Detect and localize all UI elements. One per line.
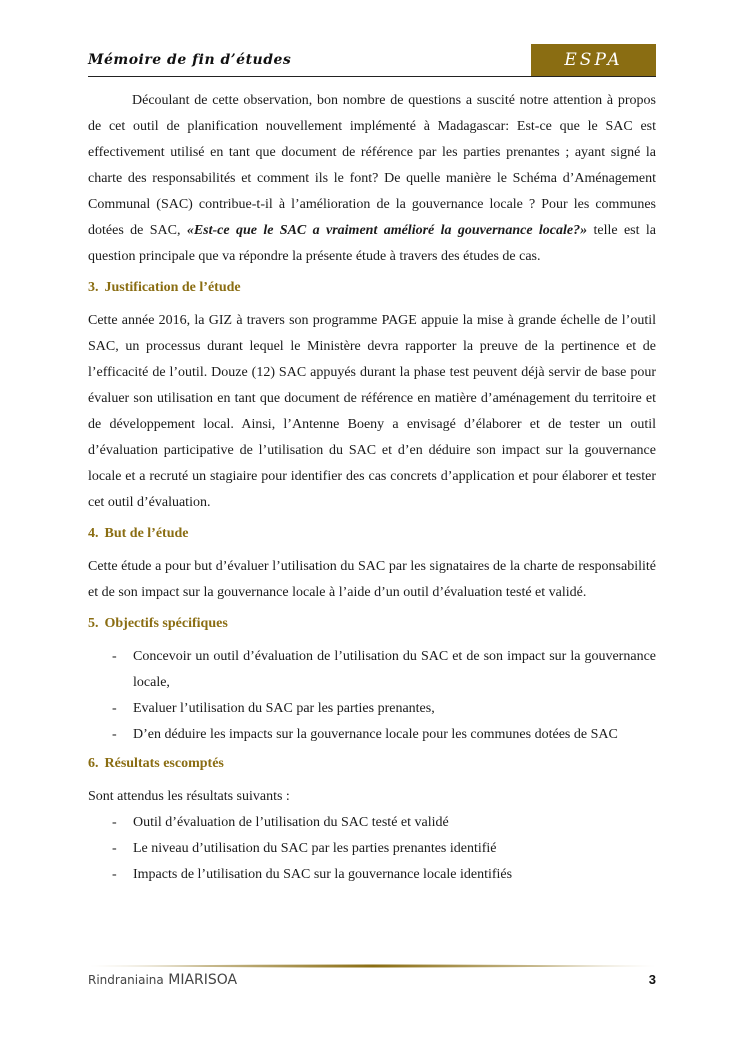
list-marker: -	[112, 867, 117, 882]
section-4-title: But de l’étude	[104, 526, 189, 541]
footer-rule	[90, 964, 656, 968]
objectives-list	[112, 644, 656, 748]
list-item-text: Le niveau d’utilisation du SAC par les parties prenantes identifié	[133, 841, 497, 856]
list-item	[112, 696, 656, 722]
section-3-number: 3.	[88, 280, 99, 295]
list-item	[112, 862, 656, 888]
list-item	[112, 810, 656, 836]
list-item-text: Concevoir un outil d’évaluation de l’utilisation du SAC et de son impact sur la gouvernance locale,	[133, 649, 656, 690]
section-4-heading	[88, 524, 656, 544]
section-5-title: Objectifs spécifiques	[104, 616, 228, 631]
list-marker: -	[112, 727, 117, 742]
section-6-title: Résultats escomptés	[104, 756, 224, 771]
list-item-text: D’en déduire les impacts sur la gouvernance locale pour les communes dotées de SAC	[133, 727, 618, 742]
section-6-intro: Sont attendus les résultats suivants :	[88, 789, 290, 804]
section-3-paragraph: Cette année 2016, la GIZ à travers son programme PAGE appuie la mise à grande échelle de l’outil SAC, un processus durant lequel le Ministère devra rapporter la preuve de la pertinence et de l’efficacité de l’outil. Douze (12) SAC appuyés durant la phase test peuvent déjà servir de base pour évaluer son utilisation en tant que document de référence en matière d’aménagement du territoire et de développement local. Ainsi, l’Antenne Boeny a envisagé d’élaborer et de tester un outil d’évaluation participative de l’utilisation du SAC et d’en déduire son impact sur la gouvernance locale et a recruté un stagiaire pour identifier des cas concrets d’application et pour élaborer et tester cet outil d’évaluation.	[88, 313, 656, 510]
list-item	[112, 722, 656, 748]
section-3-heading	[88, 278, 656, 298]
results-list	[112, 810, 656, 888]
section-6-number: 6.	[88, 756, 99, 771]
footer-author	[88, 972, 237, 988]
section-6-heading	[88, 754, 656, 774]
page-body	[88, 88, 656, 894]
section-3-title: Justification de l’étude	[104, 280, 241, 295]
list-item	[112, 836, 656, 862]
page-number: 3	[648, 972, 656, 987]
list-marker: -	[112, 841, 117, 856]
author-last-name: MIARISOA	[168, 972, 238, 988]
list-marker: -	[112, 649, 117, 664]
section-4-paragraph: Cette étude a pour but d’évaluer l’utilisation du SAC par les signataires de la charte de responsabilité et de son impact sur la gouvernance locale à l’aide d’un outil d’évaluation testé et validé.	[88, 559, 656, 600]
section-5-number: 5.	[88, 616, 99, 631]
section-5-heading	[88, 614, 656, 634]
list-item-text: Impacts de l’utilisation du SAC sur la gouvernance locale identifiés	[133, 867, 513, 882]
list-marker: -	[112, 815, 117, 830]
intro-text-before: Découlant de cette observation, bon nombre de questions a suscité notre attention à propos de cet outil de planification nouvellement implémenté à Madagascar: Est-ce que le SAC est effectivement utilisé en tant que document de référence par les parties prenantes ; ayant signé la charte des responsabilités et comment ils le font? De quelle manière le Schéma d’Aménagement Communal (SAC) contribue-t-il à l’amélioration de la gouvernance locale ? Pour les communes dotées de SAC,	[88, 93, 656, 238]
intro-paragraph	[88, 88, 656, 270]
header-title: Mémoire de fin d’études	[88, 52, 292, 68]
header-badge: ESPA	[531, 44, 656, 76]
author-first-name: Rindraniaina	[88, 973, 164, 987]
list-item-text: Evaluer l’utilisation du SAC par les parties prenantes,	[133, 701, 435, 716]
header-rule	[88, 76, 656, 77]
list-item	[112, 644, 656, 696]
intro-text-after: telle est la question principale que va répondre la présente étude à travers des études de cas.	[88, 223, 656, 264]
page-header	[88, 44, 656, 77]
section-4-number: 4.	[88, 526, 99, 541]
list-item-text: Outil d’évaluation de l’utilisation du SAC testé et validé	[133, 815, 449, 830]
intro-emphasis: «Est-ce que le SAC a vraiment amélioré la gouvernance locale?»	[186, 223, 588, 238]
list-marker: -	[112, 701, 117, 716]
